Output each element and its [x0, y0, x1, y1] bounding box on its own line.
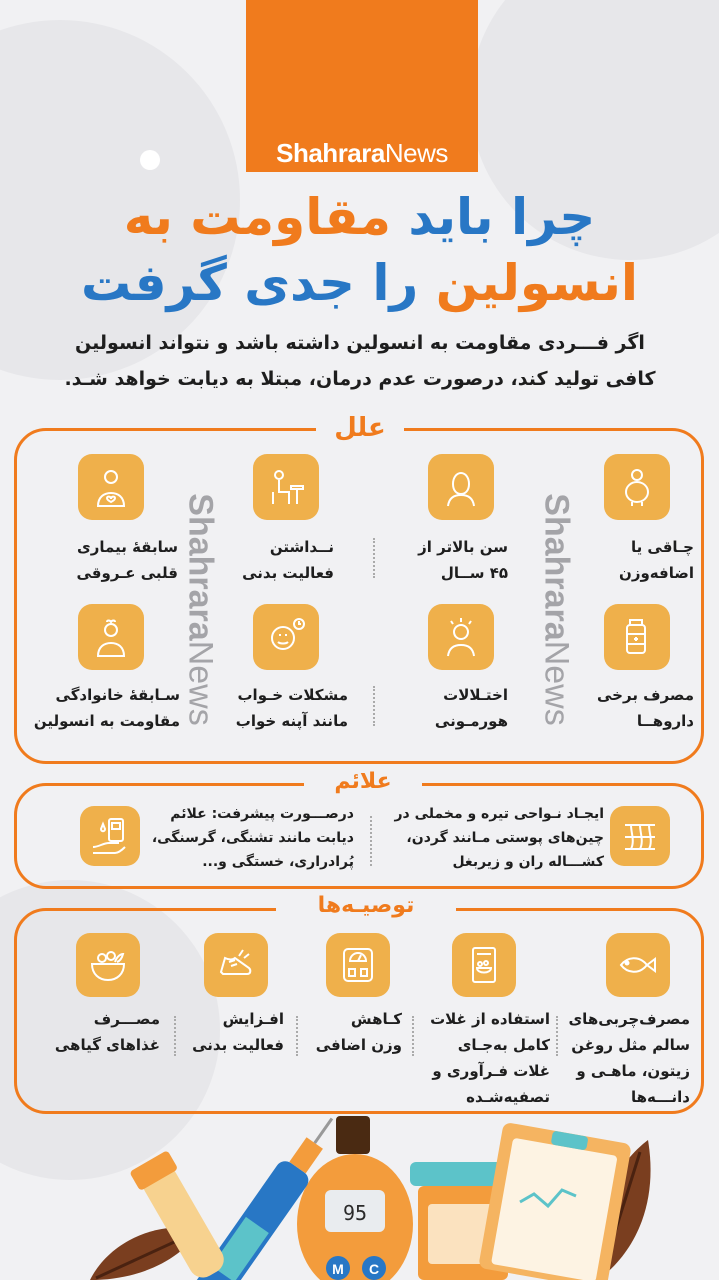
person-age-icon: [428, 454, 494, 520]
cause-label: اختـلالات هورمـونی: [434, 686, 508, 730]
glucose-meter-illustration-icon: [297, 1116, 413, 1280]
watermark: ShahraraNews: [181, 493, 220, 726]
meter-button-m: M: [332, 1261, 344, 1277]
cause-label: سن بالاتر از ۴۵ ســال: [418, 538, 508, 582]
meter-button-c: C: [368, 1261, 380, 1277]
medicine-bottle-icon: [604, 604, 670, 670]
bottom-illustration: [0, 1112, 719, 1280]
clipboard-icon: [478, 1122, 632, 1280]
recommendations-title: توصیـه‌ها: [276, 890, 456, 922]
obesity-icon: [604, 454, 670, 520]
meter-reading: 95: [342, 1201, 368, 1225]
dotted-divider: [373, 686, 375, 726]
sleep-clock-icon: [253, 604, 319, 670]
dotted-divider: [370, 816, 372, 866]
cause-label: سابقۀ بیماری قلبی عـروقی: [76, 538, 178, 582]
intro-line-1: اگر فـــردی مقاومت به انسولین داشته باشد و نتواند انسولین: [75, 332, 645, 354]
cause-label: مصرف برخی داروهــا: [597, 686, 694, 730]
dotted-divider: [296, 1016, 298, 1056]
glucose-meter-icon: [80, 806, 140, 866]
background-blob: [140, 150, 160, 170]
causes-title: علل: [316, 410, 404, 446]
symptom-label: درصـــورت پیشرفت: علائم دیابت مانند تشنگی، گرسنگی، پُرادراری، خستگی و...: [151, 806, 354, 870]
recommendation-label: افـزایش فعالیت بدنی: [192, 1010, 284, 1054]
recommendation-label: استفاده از غلات کامل به‌جـای غلات فـرآوری و تصفیه‌شـده: [430, 1010, 550, 1106]
fish-icon: [606, 933, 670, 997]
brand-logo: ShahraraNews: [276, 138, 448, 168]
sitting-desk-icon: [253, 454, 319, 520]
scale-icon: [326, 933, 390, 997]
watermark: ShahraraNews: [537, 493, 576, 726]
title-line-2: انسولین را جدی گرفت: [80, 254, 639, 312]
family-history-icon: [78, 604, 144, 670]
dotted-divider: [556, 1016, 558, 1056]
symptom-label: ایجـاد نـواحی تیره و مخملی در چین‌های پوستی مـانند گردن، کشـــاله ران و زیربغل: [394, 806, 604, 870]
cause-label: نــداشتن فعالیت بدنی: [242, 538, 334, 582]
cause-label: چـاقی یا اضافه‌وزن: [619, 538, 694, 582]
title-line-1: چرا باید مقاومت به: [123, 188, 596, 246]
dotted-divider: [174, 1016, 176, 1056]
cereal-box-icon: [452, 933, 516, 997]
recommendation-label: مصرف‌چربی‌های سالم مثل روغن زیتون، ماهـی و دانـــه‌ها: [568, 1010, 690, 1106]
dotted-divider: [373, 538, 375, 578]
cause-label: سـابقۀ خانوادگی مقاومت به انسولین: [33, 686, 180, 730]
symptoms-title: علائم: [304, 766, 422, 798]
running-shoe-icon: [204, 933, 268, 997]
cause-label: مشکلات خـواب مانند آپنه خواب: [235, 686, 348, 730]
doctor-heart-icon: [78, 454, 144, 520]
dotted-divider: [412, 1016, 414, 1056]
recommendation-label: کـاهش وزن اضافی: [315, 1010, 402, 1054]
intro-line-2: کافی تولید کند، درصورت عدم درمان، مبتلا به دیابت خواهد شـد.: [64, 368, 656, 390]
skin-folds-icon: [610, 806, 670, 866]
recommendation-label: مصـــرف غذاهای گیاهی: [54, 1010, 160, 1054]
salad-bowl-icon: [76, 933, 140, 997]
intro-text: [50, 325, 670, 397]
hormone-stress-icon: [428, 604, 494, 670]
